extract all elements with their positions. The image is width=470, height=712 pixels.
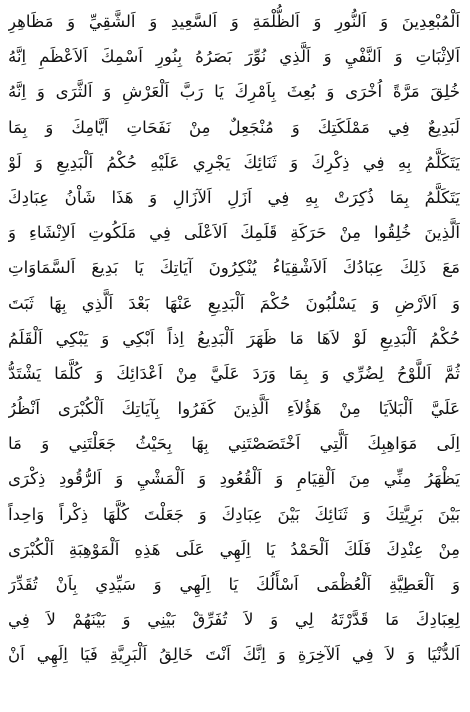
arabic-text-block (8, 4, 460, 673)
text-line: بَيْنَ بَرِيَّتِكَ وَ ثَنَائِكَ بَيْنَ عِبَادِكَ وَ جَعَلْتَ كُلَّهَا ذِكْراً وَاحِداً (8, 504, 460, 524)
text-line: اِلَى مَوَاهِبِكَ اَلَّتِي اَخْتَصَصْتَنِي بِهَا بِحَيْثُ جَعَلْتَنِي وَ مَا (8, 434, 460, 454)
text-line: اَلاِثْبَاتِ وَ اَلنَّفْيِ وَ اَلَّذِي نُوِّرَ بَصَرُهُ بِنُورِ اَسْمِكَ اَلاَعْظَمِ اِنَّهُ (8, 47, 460, 67)
text-line: مَعَ ذَلِكَ عِبَادُكَ اَلاَشْقِيَاءُ يُنْكِرُونَ آيَاتِكَ يَا بَدِيعَ اَلسَّمَاوَاتِ (8, 258, 460, 278)
text-line: اَلدُّنْيَا وَ لاَ فِي اَلآخِرَةِ وَ اِنَّكَ اَنْتَ خَالِقُ اَلْبَرِيَّةِ فَيَا اِلَهِي اَنْ (8, 645, 460, 665)
text-line: خُلِقَ مَرَّةً اُخْرَى وَ بُعِثَ بِاَمْرِكَ يَا رَبَّ اَلْعَرْشِ وَ اَلثَّرَى وَ اِنَّهُ (8, 82, 460, 102)
text-line: يَتَكَلَّمُ بِمَا ذُكِرَتْ بِهِ فِي اَزَلِ اَلآزَالِ وَ هَذَا شَاْنُ عِبَادِكَ (8, 187, 460, 207)
text-line: ثُمَّ اَللَّوْحُ لِضُرِّي وَ بِمَا وَرَدَ عَلَيَّ مِنْ اَعْدَائِكَ وَ كُلَّمَا يَشْتَدُّ (8, 363, 460, 383)
text-line: لَبَدِيعٌ فِي مَمْلَكَتِكَ وَ مُنْجَعِلٌ مِنْ نَفَحَاتِ اَيَّامِكَ وَ بِمَا (8, 117, 460, 137)
text-line: يَتَكَلَّمُ بِهِ فِي ذِكْرِكَ وَ ثَنَائِكَ يَجْرِي عَلَيْهِ حُكْمُ اَلْبَدِيعِ وَ لَوْ (8, 152, 460, 172)
text-line: اَلْمُبْعِدِينَ وَ اَلنُّورِ وَ اَلظُّلْمَةِ وَ اَلسَّعِيدِ وَ اَلشَّقِيِّ وَ مَظَاهِرِ (8, 12, 460, 31)
text-line: لِعِبَادِكَ مَا قَدَّرْتَهُ لِي وَ لاَ تُفَرِّقْ بَيْنِي وَ بَيْنَهُمْ لاَ فِي (8, 610, 460, 630)
text-line: حُكْمُ اَلْبَدِيعِ لَوْ لاَهَا مَا ظَهَرَ اَلْبَدِيعُ اِذاً اَبْكِي وَ يَبْكِي اَلْقَلَمُ (8, 328, 460, 348)
text-line: عَلَيَّ اَلْبَلاَيَا مِنْ هَؤُلاَءِ اَلَّذِينَ كَفَرُوا بِآيَاتِكَ اَلْكُبْرَى اَنْظُرُ (8, 399, 460, 419)
text-line: يَظْهَرُ مِنِّي مِنَ اَلْقِيَامِ وَ اَلْقُعُودِ وَ اَلْمَشْيِ وَ اَلرُّقُودِ ذِكْرَى (8, 469, 460, 489)
text-line: مِنْ عِنْدِكَ فَلَكَ اَلْحَمْدُ يَا اِلَهِي عَلَى هَذِهِ اَلْمَوْهِبَةِ اَلْكُبْرَى (8, 539, 460, 559)
text-line: وَ اَلْعَطِيَّةِ اَلْعُظْمَى اَسْأَلُكَ يَا اِلَهِي وَ سَيِّدِي بِاَنْ تُقَدِّرَ (8, 575, 460, 594)
text-line: وَ اَلاَرْضِ وَ يَسْلُبُونَ حُكْمَ اَلْبَدِيعِ عَنْهَا بَعْدَ اَلَّذِي بِهَا ثَبَتَ (8, 293, 460, 313)
text-line: اَلَّذِينَ خُلِقُوا مِنْ حَرَكَةِ قَلَمِكَ اَلاَعْلَى فِي مَلَكُوتِ اَلاِنْشَاءِ وَ (8, 223, 460, 243)
